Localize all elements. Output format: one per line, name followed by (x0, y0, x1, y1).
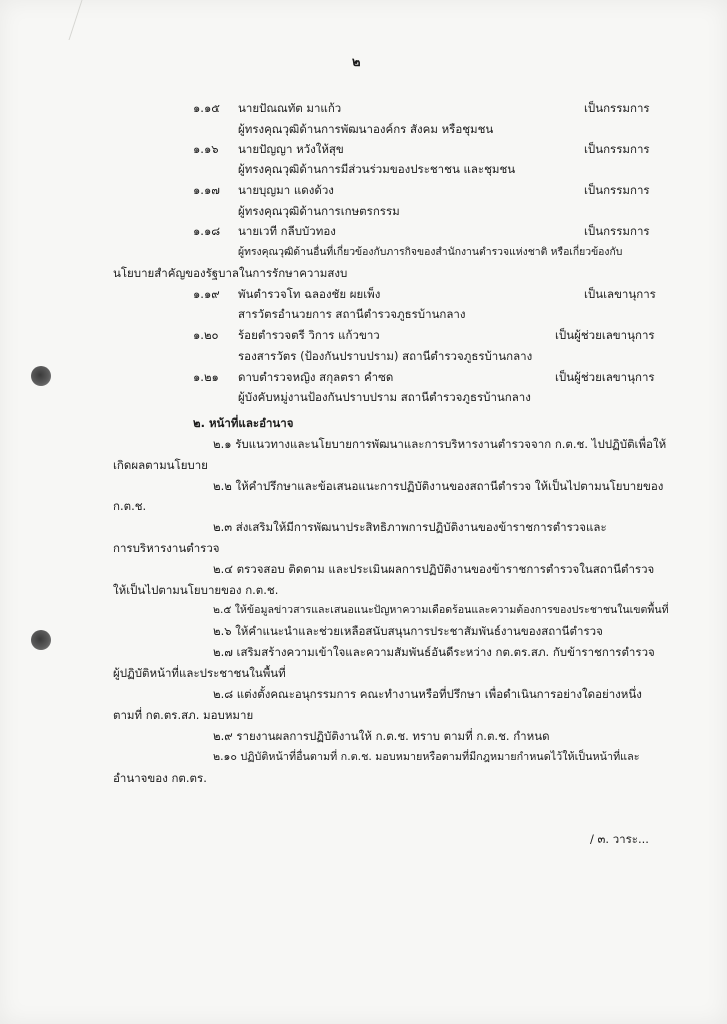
section-heading: ๒. หน้าที่และอำนาจ (193, 416, 294, 430)
member-number: ๑.๑๕ (193, 101, 220, 115)
duty-item: ๒.๓ ส่งเสริมให้มีการพัฒนาประสิทธิภาพการปฏิบัติงานของข้าราชการตำรวจและ (213, 520, 607, 534)
duty-item-continued: เกิดผลตามนโยบาย (113, 458, 208, 472)
member-name: นายเวที กลีบบัวทอง (238, 224, 336, 238)
member-role: เป็นเลขานุการ (584, 287, 656, 301)
member-name: ร้อยตำรวจตรี วิการ แก้วขาว (238, 328, 380, 342)
member-number: ๑.๒๐ (193, 328, 219, 342)
member-number: ๑.๒๑ (193, 370, 219, 384)
page-fold-crease (49, 0, 83, 40)
duty-item: ๒.๒ ให้คำปรึกษาและข้อเสนอแนะการปฏิบัติงานของสถานีตำรวจ ให้เป็นไปตามนโยบายของ (213, 479, 664, 493)
duty-item: ๒.๙ รายงานผลการปฏิบัติงานให้ ก.ต.ช. ทราบ ตามที่ ก.ต.ช. กำหนด (213, 729, 550, 743)
member-role: เป็นผู้ช่วยเลขานุการ (555, 370, 655, 384)
member-description: สารวัตรอำนวยการ สถานีตำรวจภูธรบ้านกลาง (238, 307, 466, 321)
member-name: นายบุญมา แดงด้วง (238, 183, 334, 197)
page-number: ๒ (352, 55, 361, 70)
duty-item: ๒.๖ ให้คำแนะนำและช่วยเหลือสนับสนุนการประชาสัมพันธ์งานของสถานีตำรวจ (213, 624, 603, 638)
duty-item-continued: ก.ต.ช. (113, 499, 147, 513)
member-description: รองสารวัตร (ป้องกันปราบปราม) สถานีตำรวจภูธรบ้านกลาง (238, 349, 533, 363)
member-name: นายปัณณทัต มาแก้ว (238, 101, 342, 115)
duty-item-continued: ให้เป็นไปตามนโยบายของ ก.ต.ช. (113, 583, 279, 597)
member-number: ๑.๑๖ (193, 142, 219, 156)
duty-item: ๒.๗ เสริมสร้างความเข้าใจและความสัมพันธ์อันดีระหว่าง กต.ตร.สภ. กับข้าราชการตำรวจ (213, 645, 655, 659)
member-role: เป็นกรรมการ (584, 224, 650, 238)
punch-hole-bottom (31, 630, 51, 650)
member-description: ผู้ทรงคุณวุฒิด้านการพัฒนาองค์กร สังคม หรือชุมชน (238, 122, 494, 136)
member-number: ๑.๑๗ (193, 183, 220, 197)
member-name: พันตำรวจโท ฉลองชัย ผยเพ็ง (238, 287, 381, 301)
duty-item-continued: การบริหารงานตำรวจ (113, 541, 220, 555)
member-role: เป็นผู้ช่วยเลขานุการ (555, 328, 655, 342)
member-number: ๑.๑๙ (193, 287, 220, 301)
duty-item: ๒.๔ ตรวจสอบ ติดตาม และประเมินผลการปฏิบัติงานของข้าราชการตำรวจในสถานีตำรวจ (213, 562, 655, 576)
duty-item-continued: ผู้ปฏิบัติหน้าที่และประชาชนในพื้นที่ (113, 666, 286, 680)
member-name: ดาบตำรวจหญิง สกุลตรา คำซด (238, 370, 394, 384)
member-description: ผู้ทรงคุณวุฒิด้านการเกษตรกรรม (238, 204, 400, 218)
duty-item: ๒.๘ แต่งตั้งคณะอนุกรรมการ คณะทำงานหรือที่ปรึกษา เพื่อดำเนินการอย่างใดอย่างหนึ่ง (213, 687, 642, 701)
member-role: เป็นกรรมการ (584, 101, 650, 115)
member-description-continued: นโยบายสำคัญของรัฐบาลในการรักษาความสงบ (113, 266, 348, 280)
member-role: เป็นกรรมการ (584, 142, 650, 156)
duty-item-continued: อำนาจของ กต.ตร. (113, 771, 207, 785)
member-description: ผู้บังคับหมู่งานป้องกันปราบปราม สถานีตำรวจภูธรบ้านกลาง (238, 390, 531, 404)
member-name: นายปัญญา หวังให้สุข (238, 142, 344, 156)
member-description: ผู้ทรงคุณวุฒิด้านการมีส่วนร่วมของประชาชน และชุมชน (238, 162, 516, 176)
duty-item: ๒.๑ รับแนวทางและนโยบายการพัฒนาและการบริหารงานตำรวจจาก ก.ต.ช. ไปปฏิบัติเพื่อให้ (213, 437, 667, 451)
duty-item-continued: ตามที่ กต.ตร.สภ. มอบหมาย (113, 708, 254, 722)
duty-item: ๒.๕ ให้ข้อมูลข่าวสารและเสนอแนะปัญหาความเดือดร้อนและความต้องการของประชาชนในเขตพื้นที่ (213, 604, 669, 616)
punch-hole-top (31, 366, 51, 386)
member-role: เป็นกรรมการ (584, 183, 650, 197)
continuation-note: / ๓. วาระ... (590, 832, 649, 846)
duty-item: ๒.๑๐ ปฏิบัติหน้าที่อื่นตามที่ ก.ต.ช. มอบหมายหรือตามที่มีกฎหมายกำหนดไว้ให้เป็นหน้าที่และ (213, 750, 640, 763)
member-number: ๑.๑๘ (193, 224, 221, 238)
member-description: ผู้ทรงคุณวุฒิด้านอื่นที่เกี่ยวข้องกับภารกิจของสำนักงานตำรวจแห่งชาติ หรือเกี่ยวข้องกับ (238, 246, 623, 258)
